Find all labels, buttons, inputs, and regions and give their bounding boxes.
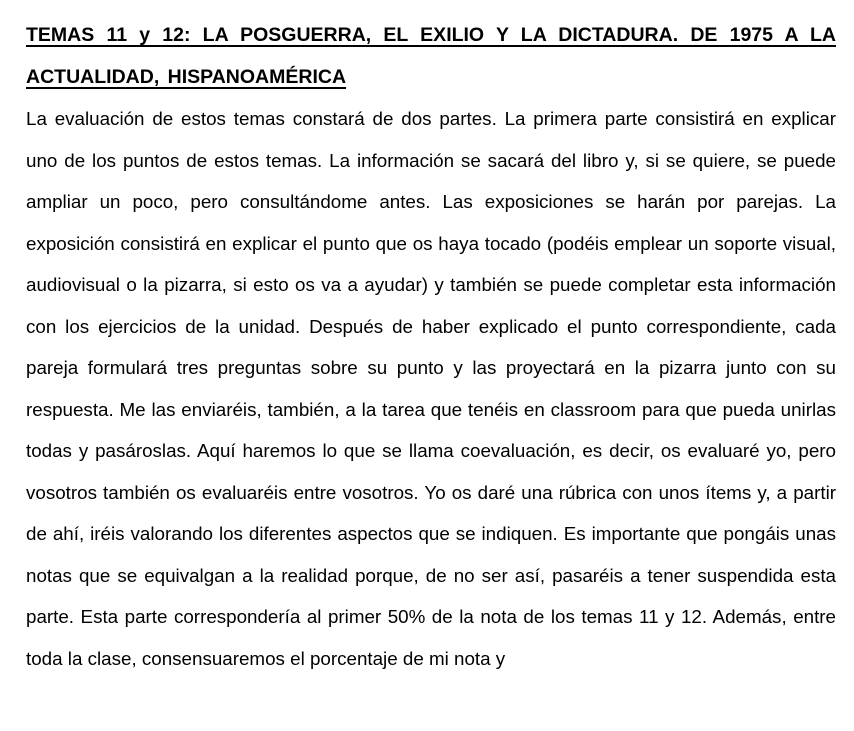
document-title: TEMAS 11 y 12: LA POSGUERRA, EL EXILIO Y LA DICTADURA. DE 1975 A LA ACTUALIDAD, HISPANOAMÉRICA <box>26 24 836 88</box>
body-paragraph: La evaluación de estos temas constará de dos partes. La primera parte consistirá en explicar uno de los puntos de estos temas. La información se sacará del libro y, si se quiere, se puede ampliar un poco, pero consultándome antes. Las exposiciones se harán por parejas. La exposición consistirá en explicar el punto que os haya tocado (podéis emplear un soporte visual, audiovisual o la pizarra, si esto os va a ayudar) y también se puede completar esta información con los ejercicios de la unidad. Después de haber explicado el punto correspondiente, cada pareja formulará tres preguntas sobre su punto y las proyectará en la pizarra junto con su respuesta. Me las enviaréis, también, a la tarea que tenéis en classroom para que pueda unirlas todas y pasároslas. Aquí haremos lo que se llama coevaluación, es decir, os evaluaré yo, pero vosotros también os evaluaréis entre vosotros. Yo os daré una rúbrica con unos ítems y, a partir de ahí, iréis valorando los diferentes aspectos que se indiquen. Es importante que pongáis unas notas que se equivalgan a la realidad porque, de no ser así, pasaréis a tener suspendida esta parte. Esta parte correspondería al primer 50% de la nota de los temas 11 y 12. Además, entre toda la clase, consensuaremos el porcentaje de mi nota y <box>26 108 836 669</box>
document-page <box>26 14 836 679</box>
